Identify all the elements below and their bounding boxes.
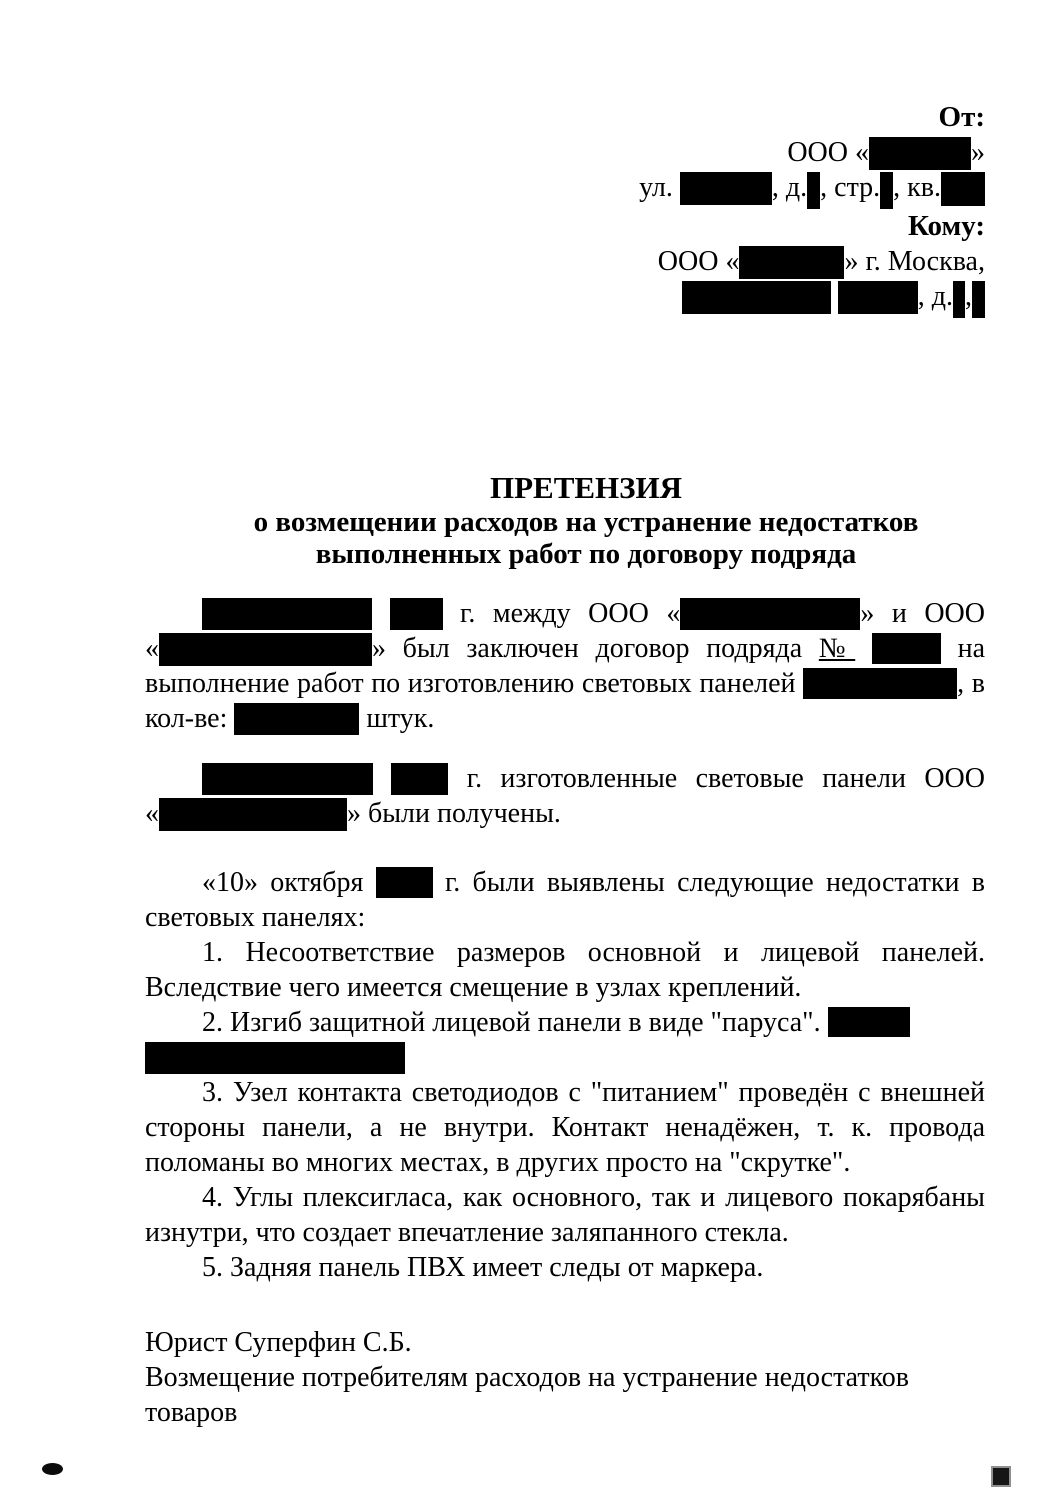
document-subtitle-1: о возмещении расходов на устранение недостатков [253,506,919,538]
redaction-block [680,598,860,630]
letter-footer [145,1325,985,1430]
redaction-block [807,172,820,209]
redaction-block [682,281,831,314]
underlined-text: № [818,633,856,664]
letter-body [145,596,985,1285]
from-company-line [145,135,985,170]
redaction-block [972,281,985,318]
redacted-quoted-name: « » [666,598,875,629]
paragraph-contract: г. между ООО « » и ООО « » был заключен договор подряда № на выполнение работ по изготовлению световых панелей , в кол-ве: штук. [145,598,985,734]
document-subtitle-2: выполненных работ по договору подряда [315,538,857,570]
redaction-block [145,1042,405,1074]
redaction-block [872,633,941,664]
to-company-line: ООО « » г. Москва, [657,246,985,277]
redaction-block [202,598,372,630]
redacted-line [145,1040,985,1075]
redaction-block [680,172,772,205]
redaction-block [838,281,918,314]
to-label: Кому: [907,210,985,242]
redaction-block [202,763,373,795]
defect-item-4: 4. Углы плексигласа, как основного, так и лицевого покарябаны изнутри, что создает впечатление заляпанного стекла. [145,1182,985,1248]
redaction-block [880,172,893,209]
document-content [145,0,985,1430]
redaction-block [391,763,448,795]
paragraph-defects-intro: «10» октября г. были выявлены следующие недостатки в световых панелях: [145,867,985,933]
redacted-quoted-name: ООО « » [787,137,985,168]
redaction-block [941,172,985,206]
redacted-quoted-name: ООО « » [657,246,859,277]
redaction-block [953,281,965,318]
to-address-line: , д. , [145,279,985,318]
redaction-block [869,137,971,170]
redacted-quoted-name: « » [145,633,386,664]
redaction-block [739,246,844,279]
defect-item-5: 5. Задняя панель ПВХ имеет следы от маркера. [202,1252,764,1283]
defect-item-2: 2. Изгиб защитной лицевой панели в виде "паруса". [145,1005,985,1040]
scan-artifact-square [991,1466,1011,1487]
redaction-block [159,633,372,666]
defect-item-1: 1. Несоответствие размеров основной и лицевой панелей. Вследствие чего имеется смещение в узлах креплений. [145,937,985,1003]
redaction-block [376,867,433,898]
redacted-quoted-name: « » [145,798,361,829]
document-title-block [145,470,985,570]
document-title: ПРЕТЕНЗИЯ [489,470,683,505]
footer-description: Возмещение потребителям расходов на устранение недостатков товаров [145,1362,910,1428]
paragraph-delivery: г. изготовленные световые панели ООО « » были получены. [145,763,985,829]
from-address-line: ул. , д. , стр. , кв. [145,170,985,209]
redaction-block [234,703,359,735]
defect-item-3: 3. Узел контакта светодиодов с "питанием" проведён с внешней стороны панели, а не внутри. Контакт ненадёжен, т. к. провода поломаны во многих местах, в других просто на "скрутке". [145,1077,985,1178]
redaction-block [828,1007,910,1037]
letter-header [145,0,985,318]
redaction-block [803,668,957,699]
from-label: От: [938,101,985,133]
scan-artifact-dot [42,1463,63,1475]
redaction-block [159,798,347,831]
footer-signature: Юрист Суперфин С.Б. [145,1327,412,1358]
redaction-block [390,598,443,630]
